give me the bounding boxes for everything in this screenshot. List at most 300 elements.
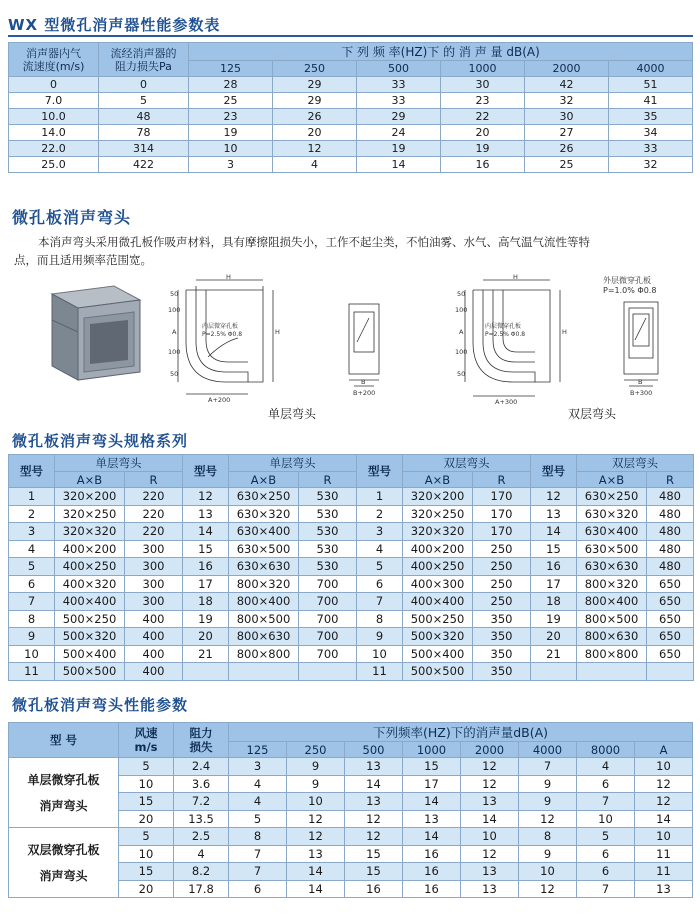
table-cell: 8 [9,610,55,628]
table-cell [647,663,694,681]
table-cell: 480 [647,540,694,558]
table-cell: 1 [357,488,403,506]
table-cell: 13 [345,758,403,776]
double-elbow-diagram [455,272,575,412]
table-cell: 27 [525,125,609,141]
single-elbow-section [345,300,385,400]
table-cell: 13 [461,793,519,811]
table-cell: 0 [9,77,99,93]
table-cell: 630×400 [577,523,647,541]
table-cell: 13 [531,505,577,523]
table-cell: 630×500 [577,540,647,558]
inner-plate-label: 内层微穿孔板 [202,323,239,330]
table-cell: 422 [99,157,189,173]
table-cell: 29 [357,109,441,125]
group-name-line: 消声弯头 [39,798,88,813]
table-cell: 400×320 [55,575,125,593]
table-cell: 2 [357,505,403,523]
table-cell: 16 [531,558,577,576]
table-cell: 320×320 [55,523,125,541]
freq-col-header: 500 [345,742,403,758]
freq-col-header: 125 [189,61,273,77]
table-cell: 10 [461,828,519,846]
table-cell: 500×400 [55,645,125,663]
table-cell: 13 [345,793,403,811]
dim-100b-2: 100 [455,348,468,356]
group-name-cell [9,758,119,828]
table-cell: 14 [345,775,403,793]
table-cell: 630×320 [229,505,299,523]
table2-title: 微孔板消声弯头规格系列 [12,432,189,450]
table-cell: 10 [119,845,174,863]
table-cell: 700 [299,645,357,663]
table-cell: 320×200 [55,488,125,506]
table-cell: 14 [461,810,519,828]
table-cell: 20 [531,628,577,646]
desc-line2: 点，而且适用频率范围宽。 [14,253,152,267]
table-cell: 400×200 [403,540,473,558]
elbow-spec-table [8,454,694,681]
dim-b2: B [638,378,643,386]
table-cell: 400 [125,628,183,646]
table-cell: 19 [357,141,441,157]
table-cell: 14 [287,880,345,898]
group-name-cell [9,828,119,898]
table-row [9,523,694,541]
dim-b: B [361,378,366,386]
table-cell: 11 [357,663,403,681]
freq-col-header: 2000 [525,61,609,77]
table-cell: 800×400 [577,593,647,611]
table-cell: 220 [125,505,183,523]
table-cell: 19 [531,610,577,628]
table-cell: 25 [525,157,609,173]
table-cell: 3.6 [174,775,229,793]
table1-title: WX 型微孔消声器性能参数表 [8,16,221,34]
table-cell: 530 [299,540,357,558]
dim-100-2: 100 [455,306,468,314]
table-cell: 7.2 [174,793,229,811]
table-cell: 9 [519,845,577,863]
inner-plate-spec2: P=2.5% Φ0.8 [485,331,526,338]
table-cell: 19 [441,141,525,157]
freq-col-header: 1000 [441,61,525,77]
col-header-loss [174,723,229,758]
table-cell: 21 [531,645,577,663]
table-cell: 320×250 [403,505,473,523]
table-row [9,628,694,646]
table-cell [531,663,577,681]
table-cell: 13 [635,880,693,898]
table-cell: 13 [403,810,461,828]
table-row [9,645,694,663]
desc-line1: 本消声弯头采用微孔板作吸声材料，具有摩擦阻损失小，工作不起尘类，不怕油雾、水气、高气温气流性等特 [38,235,590,249]
col-header-speed [119,723,174,758]
col-header-r: R [125,472,183,488]
table-row [9,77,693,93]
table-cell: 12 [273,141,357,157]
table-cell: 12 [183,488,229,506]
table-cell: 630×250 [577,488,647,506]
dim-50-2: 50 [457,290,466,298]
table-cell: 650 [647,575,694,593]
table-cell: 800×630 [229,628,299,646]
table-cell: 14 [531,523,577,541]
table-row [9,157,693,173]
table-cell: 7 [577,880,635,898]
col-header-r: R [647,472,694,488]
table-cell: 18 [183,593,229,611]
col-header-single: 单层弯头 [55,455,183,472]
table-cell: 5 [119,828,174,846]
table-cell: 6 [577,775,635,793]
dim-h2-right: H [562,328,567,336]
table-cell: 7 [229,863,287,881]
table-cell: 14 [287,863,345,881]
table-cell: 20 [183,628,229,646]
table-cell: 800×800 [229,645,299,663]
table-cell: 34 [609,125,693,141]
table-cell: 6 [577,845,635,863]
table-cell: 16 [183,558,229,576]
wx-parameter-table [8,42,693,173]
table-cell: 530 [299,523,357,541]
table-cell: 13.5 [174,810,229,828]
table-cell: 25 [189,93,273,109]
table-cell: 30 [525,109,609,125]
table-cell: 350 [473,645,531,663]
table-cell: 7 [357,593,403,611]
table-cell: 650 [647,645,694,663]
table-cell: 630×250 [229,488,299,506]
table-cell: 1 [9,488,55,506]
table-cell: 48 [99,109,189,125]
table-cell: 7 [577,793,635,811]
table-cell: 29 [273,93,357,109]
table-cell: 800×320 [577,575,647,593]
section2-title: 微孔板消声弯头 [12,208,132,227]
table-cell: 2.5 [174,828,229,846]
outer-plate-label: 外层微穿孔板 [603,276,651,285]
col-header-r: R [473,472,531,488]
table-cell: 300 [125,593,183,611]
table-cell: 12 [461,845,519,863]
table-cell: 28 [189,77,273,93]
table-cell: 400×300 [403,575,473,593]
table-cell: 800×320 [229,575,299,593]
table-cell: 10 [357,645,403,663]
freq-col-header: 250 [287,742,345,758]
col-header-speed-line: 风速 [134,726,158,740]
freq-col-header: A [635,742,693,758]
table-cell: 800×500 [577,610,647,628]
table-cell: 5 [119,758,174,776]
col-header-loss [99,43,189,77]
table-cell: 30 [441,77,525,93]
table-cell: 15 [531,540,577,558]
table-cell: 6 [229,880,287,898]
table-cell: 400 [125,663,183,681]
group-name-line: 消声弯头 [39,868,88,883]
dim-50: 50 [170,290,179,298]
table-cell: 41 [609,93,693,109]
table-cell: 700 [299,628,357,646]
col-header-loss-line: 阻力 [189,726,213,740]
table-cell: 500×250 [55,610,125,628]
col-header-speed-line: 流速度(m/s) [22,59,85,73]
table-cell: 15 [119,863,174,881]
table-cell: 2 [9,505,55,523]
table-cell: 5 [229,810,287,828]
table-cell: 250 [473,593,531,611]
table-cell: 20 [119,880,174,898]
table-cell: 250 [473,558,531,576]
single-elbow-diagram [168,272,288,407]
table-cell: 4 [577,758,635,776]
table-cell: 320×250 [55,505,125,523]
col-header-loss-line: 阻力损失Pa [115,59,172,73]
table-row [9,610,694,628]
freq-col-header: 250 [273,61,357,77]
table-cell: 250 [473,540,531,558]
outer-plate-note [603,276,656,296]
table-cell: 12 [519,810,577,828]
table-cell: 3 [9,523,55,541]
table-cell: 800×500 [229,610,299,628]
table-cell: 400×250 [403,558,473,576]
table-row [9,663,694,681]
table-cell: 12 [635,793,693,811]
table-cell: 7 [229,845,287,863]
table-cell: 35 [609,109,693,125]
table-cell: 320×200 [403,488,473,506]
table-cell: 530 [299,488,357,506]
inner-plate-label2: 内层微穿孔板 [485,323,522,330]
dim-100: 100 [168,306,181,314]
table-cell: 9 [287,758,345,776]
table-cell: 170 [473,523,531,541]
col-header-model: 型号 [531,455,577,488]
table-cell: 12 [461,758,519,776]
table-cell: 11 [9,663,55,681]
table-row [9,575,694,593]
table-cell: 250 [473,575,531,593]
col-header-model: 型号 [183,455,229,488]
table-cell: 700 [299,575,357,593]
table-cell: 10 [189,141,273,157]
group-name-line: 单层微穿孔板 [27,772,100,787]
table-cell: 500×500 [55,663,125,681]
table-cell: 300 [125,575,183,593]
table-cell: 14 [357,157,441,173]
table-row [9,141,693,157]
table-cell: 12 [461,775,519,793]
table-cell: 630×500 [229,540,299,558]
table-cell: 400×250 [55,558,125,576]
dim-h: H [226,273,231,281]
freq-col-header: 4000 [519,742,577,758]
col-header-speed-line: m/s [134,740,158,754]
table-cell: 500×250 [403,610,473,628]
table-cell: 13 [461,863,519,881]
table-cell [299,663,357,681]
dim-a200: A+200 [208,396,231,404]
table-cell: 12 [635,775,693,793]
table-cell: 10 [519,863,577,881]
col-header-axb: A×B [403,472,473,488]
table-cell: 630×320 [577,505,647,523]
table-cell: 8 [357,610,403,628]
table-cell: 3 [229,758,287,776]
section2-description [14,233,694,269]
table-cell: 17 [531,575,577,593]
table-cell: 700 [299,593,357,611]
table-cell: 9 [287,775,345,793]
table-cell: 300 [125,540,183,558]
table-cell: 13 [461,880,519,898]
table-cell: 350 [473,628,531,646]
table-cell: 8.2 [174,863,229,881]
table-cell: 650 [647,593,694,611]
table-cell: 9 [9,628,55,646]
table-cell: 480 [647,558,694,576]
table-cell: 10 [287,793,345,811]
double-elbow-section [620,298,666,400]
table-cell: 500×400 [403,645,473,663]
col-header-model: 型 号 [9,723,119,758]
col-header-r: R [299,472,357,488]
table-cell: 4 [357,540,403,558]
freq-header: 下列频率(HZ)下的消声量dB(A) [229,723,693,742]
table-cell: 800×800 [577,645,647,663]
table-cell: 6 [357,575,403,593]
table-cell: 630×400 [229,523,299,541]
table-cell: 350 [473,610,531,628]
table-cell: 650 [647,610,694,628]
dim-a: A [172,328,177,336]
table-cell: 12 [287,810,345,828]
table-row [9,558,694,576]
table-cell: 14 [183,523,229,541]
table-cell: 19 [183,610,229,628]
table-cell: 700 [299,610,357,628]
freq-col-header: 1000 [403,742,461,758]
table-cell: 3 [357,523,403,541]
table-row [9,109,693,125]
table-cell: 78 [99,125,189,141]
table-cell: 21 [183,645,229,663]
table-cell: 500×320 [55,628,125,646]
table-row [9,758,693,776]
table-cell: 9 [357,628,403,646]
col-header-double: 双层弯头 [403,455,531,472]
table-cell: 24 [357,125,441,141]
table-cell: 320×320 [403,523,473,541]
table-cell: 10.0 [9,109,99,125]
table-cell: 630×630 [229,558,299,576]
col-header-single: 单层弯头 [229,455,357,472]
freq-col-header: 500 [357,61,441,77]
table-cell: 7 [9,593,55,611]
table-cell: 23 [189,109,273,125]
table-cell: 4 [229,775,287,793]
inner-plate-spec: P=2.5% Φ0.8 [202,331,243,338]
table-cell: 0 [99,77,189,93]
table-cell: 220 [125,523,183,541]
table-cell: 530 [299,558,357,576]
table-cell: 14 [403,828,461,846]
table-cell: 4 [273,157,357,173]
table-cell: 12 [531,488,577,506]
group-name-line: 双层微穿孔板 [27,842,100,857]
table-cell: 8 [519,828,577,846]
caption-double: 双层弯头 [568,407,617,421]
dim-h2: H [513,273,518,281]
table-cell: 33 [357,77,441,93]
table-cell: 220 [125,488,183,506]
table-cell: 4 [229,793,287,811]
table-cell: 42 [525,77,609,93]
table-cell: 17 [183,575,229,593]
elbow-performance-table [8,722,693,898]
product-elbow-image [40,280,150,390]
table-cell: 26 [525,141,609,157]
divider [8,35,693,37]
table-row [9,125,693,141]
table-cell: 16 [403,880,461,898]
table-cell: 18 [531,593,577,611]
table-cell: 17 [403,775,461,793]
freq-header: 下 列 频 率(HZ)下 的 消 声 量 dB(A) [189,43,693,61]
dim-50b-2: 50 [457,370,466,378]
col-header-loss-line: 损失 [189,740,213,754]
table-cell: 2.4 [174,758,229,776]
table-cell: 33 [609,141,693,157]
caption-single: 单层弯头 [268,407,317,421]
dim-b200: B+200 [353,389,376,397]
table-cell: 16 [403,863,461,881]
table-cell: 4 [174,845,229,863]
table-cell: 14 [635,810,693,828]
table-cell: 480 [647,488,694,506]
table-cell: 14.0 [9,125,99,141]
table3-title: 微孔板消声弯头性能参数 [12,696,189,714]
table-cell: 170 [473,488,531,506]
table-cell: 400 [125,645,183,663]
table-cell: 12 [287,828,345,846]
col-header-double: 双层弯头 [577,455,694,472]
table-cell: 15 [345,863,403,881]
freq-col-header: 2000 [461,742,519,758]
table-cell: 7.0 [9,93,99,109]
table-cell: 26 [273,109,357,125]
table-cell: 22 [441,109,525,125]
table-row [9,828,693,846]
col-header-speed-line: 消声器内气 [26,46,81,60]
col-header-model: 型号 [9,455,55,488]
table-cell: 5 [99,93,189,109]
table-cell: 25.0 [9,157,99,173]
table-cell: 530 [299,505,357,523]
table-cell: 400 [125,610,183,628]
col-header-axb: A×B [577,472,647,488]
table-cell: 12 [345,828,403,846]
table-cell: 5 [357,558,403,576]
table-cell: 480 [647,505,694,523]
table-cell: 20 [119,810,174,828]
table-row [9,593,694,611]
table-cell [229,663,299,681]
